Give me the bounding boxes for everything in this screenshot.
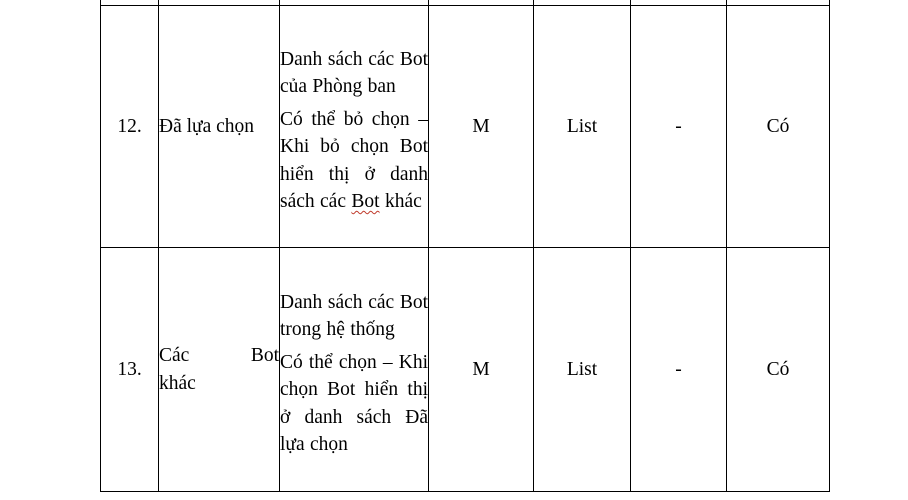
field-description (280, 248, 429, 492)
row-number: 12. (101, 6, 159, 248)
description-line: Danh sách các Bot của Phòng ban (280, 48, 428, 97)
field-name-line: Các Bot (159, 345, 279, 366)
description-line: Danh sách các Bot trong hệ thống (280, 291, 428, 340)
spellcheck-underlined-word: Bot (351, 191, 380, 212)
description-text: khác (379, 191, 422, 212)
field-name (159, 248, 280, 492)
field-name-line: khác (159, 372, 196, 394)
table-row (101, 248, 830, 492)
description-text: Có thể bỏ chọn – Khi bỏ chọn Bot hiển thị ở danh sách các (280, 108, 428, 212)
spec-table (100, 0, 830, 492)
field-name: Đã lựa chọn (159, 6, 280, 248)
required-flag: M (429, 6, 534, 248)
data-type: List (534, 248, 631, 492)
data-type: List (534, 6, 631, 248)
required-flag: M (429, 248, 534, 492)
description-line (280, 106, 428, 216)
row-number: 13. (101, 248, 159, 492)
description-line: Có thể chọn – Khi chọn Bot hiển thị ở danh sách Đã lựa chọn (280, 351, 428, 455)
visible-flag: Có (727, 248, 830, 492)
field-length: - (631, 6, 727, 248)
table-row (101, 6, 830, 248)
visible-flag: Có (727, 6, 830, 248)
field-length: - (631, 248, 727, 492)
field-description (280, 6, 429, 248)
